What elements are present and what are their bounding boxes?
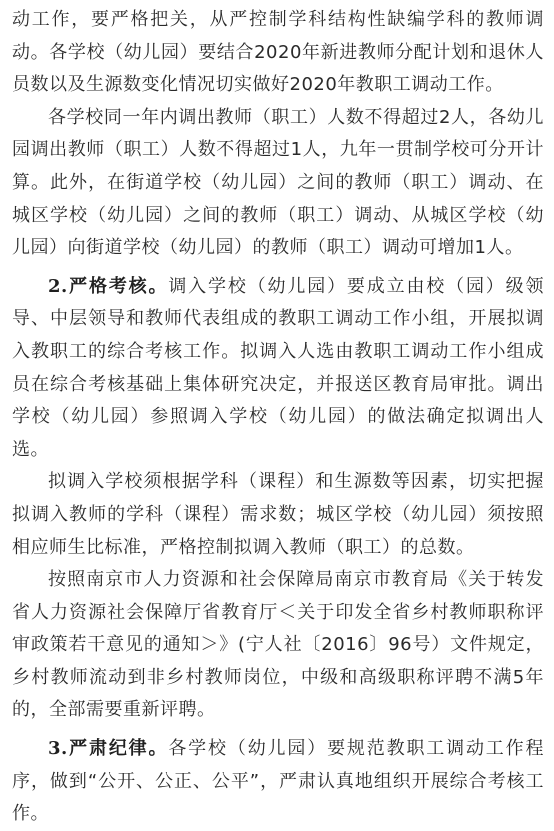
document-page xyxy=(12,4,544,831)
paragraph-continuation: 动工作，要严格把关，从严控制学科结构性缺编学科的教师调动。各学校（幼儿园）要结合2020年新进教师分配计划和退休人员数以及生源数变化情况切实做好2020年教职工调动工作。 xyxy=(12,9,544,96)
section-heading-strict-assessment: 2.严格考核。 xyxy=(48,275,169,297)
section-strict-assessment xyxy=(12,271,544,467)
section-heading-strict-discipline: 3.严肃纪律。 xyxy=(48,738,169,760)
paragraph-title-reevaluation: 按照南京市人力资源和社会保障局南京市教育局《关于转发省人力资源社会保障厅省教育厅＜关于印发全省乡村教师职称评审政策若干意见的通知＞》(宁人社〔2016〕96号）文件规定，乡村教师流动到非乡村教师岗位，中级和高级职称评聘不满5年的，全部需要重新评聘。 xyxy=(12,569,544,721)
paragraph-transfer-limits: 各学校同一年内调出教师（职工）人数不得超过2人，各幼儿园调出教师（职工）人数不得超过1人，九年一贯制学校可分开计算。此外，在街道学校（幼儿园）之间的教师（职工）调动、在城区学校（幼儿园）之间的教师（职工）调动、从城区学校（幼儿园）向街道学校（幼儿园）的教师（职工）调动可增加1人。 xyxy=(12,106,544,259)
paragraph-subject-demand: 拟调入学校须根据学科（课程）和生源数等因素，切实把握拟调入教师的学科（课程）需求数；城区学校（幼儿园）须按照相应师生比标准，严格控制拟调入教师（职工）的总数。 xyxy=(12,471,544,558)
section-strict-discipline xyxy=(12,733,544,831)
section-body-strict-assessment: 调入学校（幼儿园）要成立由校（园）级领导、中层领导和教师代表组成的教职工调动工作小组，开展拟调入教职工的综合考核工作。拟调入人选由教职工调动工作小组成员在综合考核基础上集体研究决定，并报送区教育局审批。调出学校（幼儿园）参照调入学校（幼儿园）的做法确定拟调出人选。 xyxy=(12,275,544,460)
section-body-strict-discipline: 各学校（幼儿园）要规范教职工调动工作程序，做到“公开、公正、公平”，严肃认真地组织开展综合考核工作。 xyxy=(12,738,544,825)
